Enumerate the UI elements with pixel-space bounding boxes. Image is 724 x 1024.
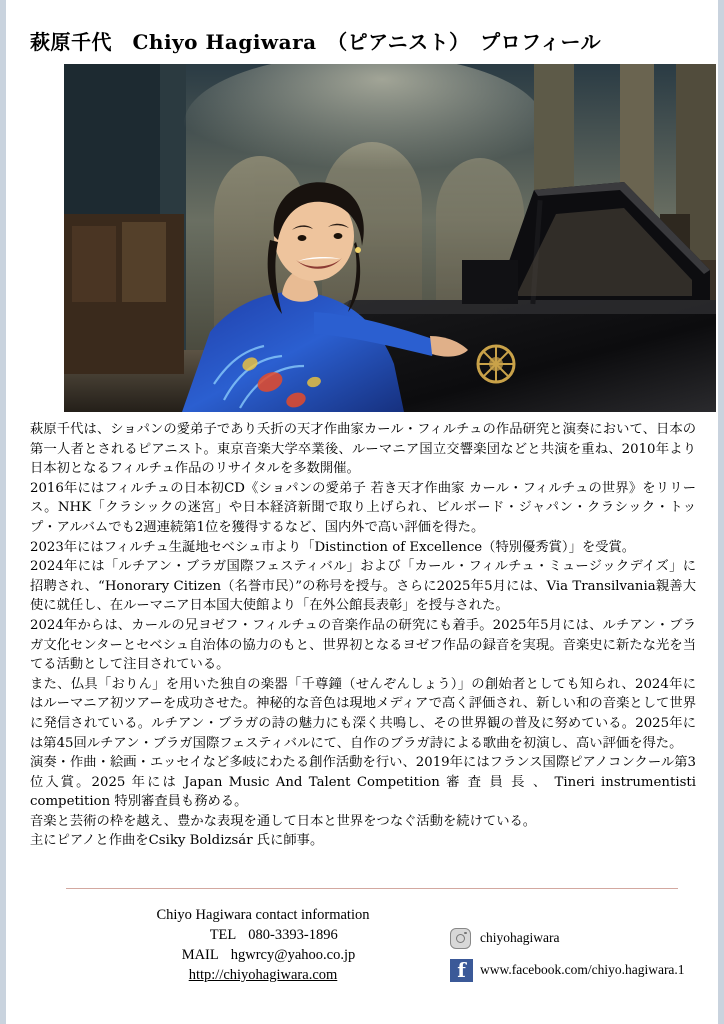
bio-paragraph: 2016年にはフィルチュの日本初CD《ショパンの愛弟子 若き天才作曲家 カール・フィルチュの世界》をリリース。NHK「クラシックの迷宮」や日本経済新聞で取り上げられ、ビルボード・ジャパン・クラシック・トップ・アルバムでも2週連続第1位を獲得するなど、国内外で高い評価を得た。	[30, 480, 696, 535]
bio-paragraph: 演奏・作曲・絵画・エッセイなど多岐にわたる創作活動を行い、2019年にはフランス国際ピアノコンクール第3位入賞。2025 年には Japan Music And Talent Competition 審 査 員 長 、 Tineri instrumentisti competition 特別審査員も務める。	[30, 755, 696, 810]
page-edge-left	[0, 0, 6, 1024]
contact-tel-value: 080-3393-1896	[248, 927, 338, 943]
contact-mail-value[interactable]: hgwrcy@yahoo.co.jp	[230, 947, 356, 963]
contact-mail-label: MAIL	[181, 947, 219, 963]
portrait-photo	[64, 64, 716, 412]
bio-paragraph: 2024年には「ルチアン・ブラガ国際フェスティバル」および「カール・フィルチュ・ミュージックデイズ」に招聘され、“Honorary Citizen（名誉市民）”の称号を授与。さらに2025年5月には、Via Transilvania親善大使に就任し、在ルーマニア日本国大使館より「在外公館長表彰」を授与された。	[30, 559, 696, 614]
instagram-icon	[450, 928, 471, 949]
facebook-url[interactable]: www.facebook.com/chiyo.hagiwara.1	[480, 962, 685, 977]
contact-mail-row	[98, 945, 428, 965]
bio-paragraph: 萩原千代は、ショパンの愛弟子であり夭折の天才作曲家カール・フィルチュの作品研究と演奏において、日本の第一人者とされるピアニスト。東京音楽大学卒業後、ルーマニア国立交響楽団などと共演を重ね、2010年より日本初となるフィルチュ作品のリサイタルを多数開催。	[30, 422, 696, 477]
facebook-row[interactable]	[450, 957, 724, 983]
bio-paragraph: 音楽と芸術の枠を越え、豊かな表現を通して日本と世界をつなぐ活動を続けている。	[30, 813, 537, 829]
contact-tel-row	[98, 925, 428, 945]
contact-website-row[interactable]	[98, 965, 428, 985]
website-link[interactable]: http://chiyohagiwara.com	[188, 967, 338, 983]
page-title: 萩原千代 Chiyo Hagiwara （ピアニスト） プロフィール	[30, 30, 602, 54]
bio-paragraph: 主にピアノと作曲をCsiky Boldizsár 氏に師事。	[30, 833, 324, 849]
biography-text	[30, 420, 696, 851]
contact-heading: Chiyo Hagiwara contact information	[156, 907, 370, 923]
social-block	[450, 925, 724, 989]
instagram-handle[interactable]: chiyohagiwara	[480, 930, 560, 945]
bio-paragraph: 2023年にはフィルチュ生誕地セベシュ市より「Distinction of Excellence（特別優秀賞）」を受賞。	[30, 539, 636, 555]
contact-tel-label: TEL	[209, 927, 237, 943]
page-edge-right	[718, 0, 724, 1024]
page-content	[28, 0, 696, 1024]
instagram-row[interactable]	[450, 925, 724, 951]
facebook-icon: f	[450, 959, 473, 982]
section-divider	[66, 888, 678, 889]
bio-paragraph: 2024年からは、カールの兄ヨゼフ・フィルチュの音楽作品の研究にも着手。2025年5月には、ルチアン・ブラガ文化センターとセベシュ自治体の協力のもと、世界初となるヨゼフ作品の録音を実現。音楽史に新たな光を当てる活動として注目されている。	[30, 617, 696, 673]
contact-block	[98, 905, 428, 985]
bio-paragraph: また、仏具「おりん」を用いた独自の楽器「千尊鐘（せんぞんしょう）」の創始者としても知られ、2024年にはルーマニア初ツアーを成功させた。神秘的な音色は現地メディアで高く評価され、新しい和の音楽として世界に発信されている。ルチアン・ブラガの詩の魅力にも深く共鳴し、その世界観の普及に努めている。2025年には第45回ルチアン・ブラガ国際フェスティバルにて、自作のブラガ詩による歌曲を初演し、高い評価を得た。	[30, 676, 696, 751]
